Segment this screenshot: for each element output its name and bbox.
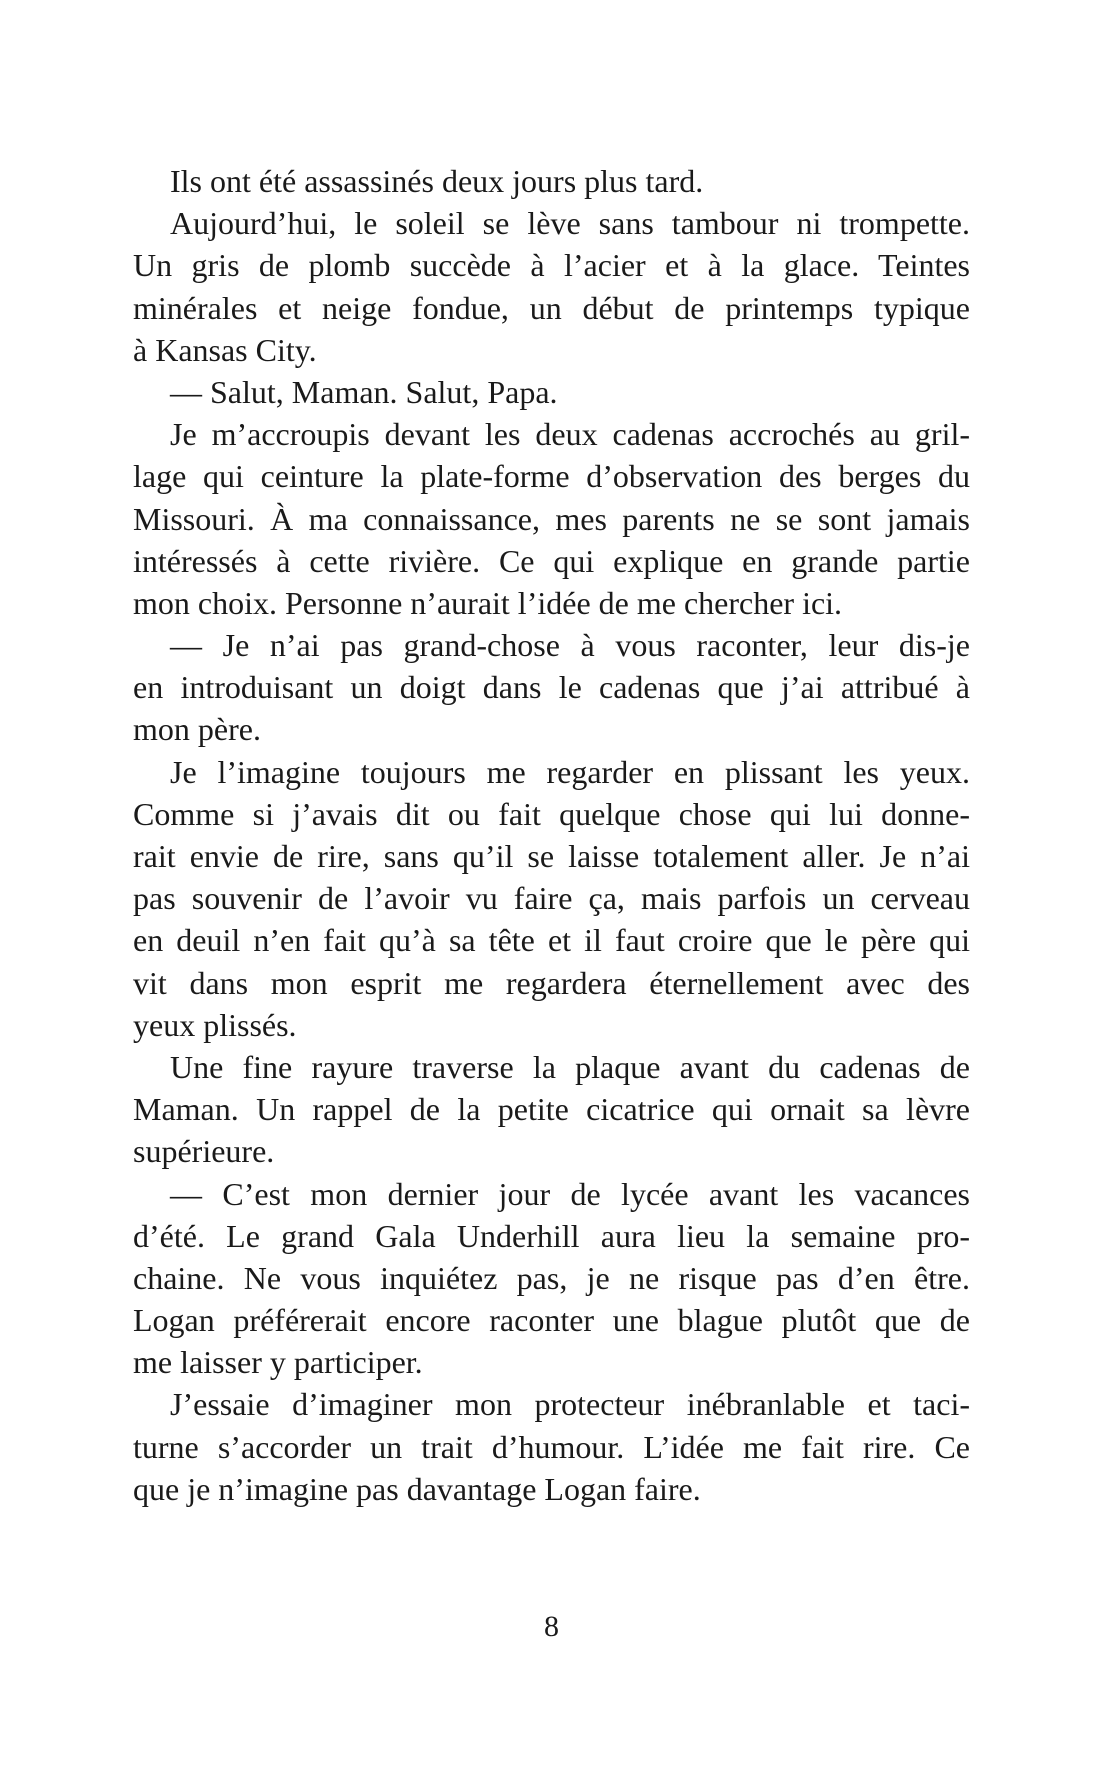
body-text — [133, 160, 970, 1510]
text-line: Logan préférerait encore raconter une blague plutôt que de — [133, 1302, 970, 1339]
text-line: turne s’accorder un trait d’humour. L’idée me fait rire. Ce — [133, 1428, 970, 1465]
text-line: Je l’imagine toujours me regarder en plissant les yeux. — [170, 753, 970, 790]
text-line: — Je n’ai pas grand-chose à vous raconter, leur dis-je — [170, 627, 970, 664]
text-line: Missouri. À ma connaissance, mes parents ne se sont jamais — [133, 500, 970, 537]
text-line: — C’est mon dernier jour de lycée avant les vacances — [170, 1175, 970, 1212]
text-line: Aujourd’hui, le soleil se lève sans tambour ni trompette. — [170, 205, 970, 242]
text-line: intéressés à cette rivière. Ce qui explique en grande partie — [133, 542, 970, 579]
text-line: Ils ont été assassinés deux jours plus tard. — [170, 163, 704, 199]
text-line: chaine. Ne vous inquiétez pas, je ne risque pas d’en être. — [133, 1259, 970, 1296]
text-line: minérales et neige fondue, un début de printemps typique — [133, 289, 970, 326]
text-line: Comme si j’avais dit ou fait quelque chose qui lui donne- — [133, 795, 970, 832]
text-line: Un gris de plomb succède à l’acier et à la glace. Teintes — [133, 247, 970, 284]
text-line: vit dans mon esprit me regardera éternellement avec des — [133, 964, 970, 1001]
text-line: — Salut, Maman. Salut, Papa. — [170, 373, 558, 410]
text-line: en introduisant un doigt dans le cadenas que j’ai attribué à — [133, 669, 970, 706]
text-line: Maman. Un rappel de la petite cicatrice qui ornait sa lèvre — [133, 1091, 970, 1128]
text-line: mon choix. Personne n’aurait l’idée de me chercher ici. — [133, 584, 843, 621]
text-line: lage qui ceinture la plate-forme d’observation des berges du — [133, 458, 970, 495]
text-line: rait envie de rire, sans qu’il se laisse totalement aller. Je n’ai — [133, 838, 970, 874]
text-line: d’été. Le grand Gala Underhill aura lieu la semaine pro- — [133, 1217, 970, 1254]
text-line: yeux plissés. — [133, 1006, 297, 1043]
text-line: en deuil n’en fait qu’à sa tête et il faut croire que le père qui — [133, 922, 970, 959]
text-line: à Kansas City. — [133, 331, 317, 368]
text-line: Je m’accroupis devant les deux cadenas accrochés au gril- — [170, 416, 970, 453]
text-line: me laisser y participer. — [133, 1344, 423, 1381]
text-line: J’essaie d’imaginer mon protecteur inébranlable et taci- — [170, 1386, 970, 1423]
page-number: 8 — [544, 1610, 559, 1643]
text-line: supérieure. — [133, 1133, 275, 1170]
text-line: Une fine rayure traverse la plaque avant du cadenas de — [170, 1048, 970, 1085]
text-line: pas souvenir de l’avoir vu faire ça, mais parfois un cerveau — [133, 880, 970, 917]
text-line: mon père. — [133, 711, 261, 748]
text-line: que je n’imagine pas davantage Logan faire. — [133, 1470, 701, 1507]
